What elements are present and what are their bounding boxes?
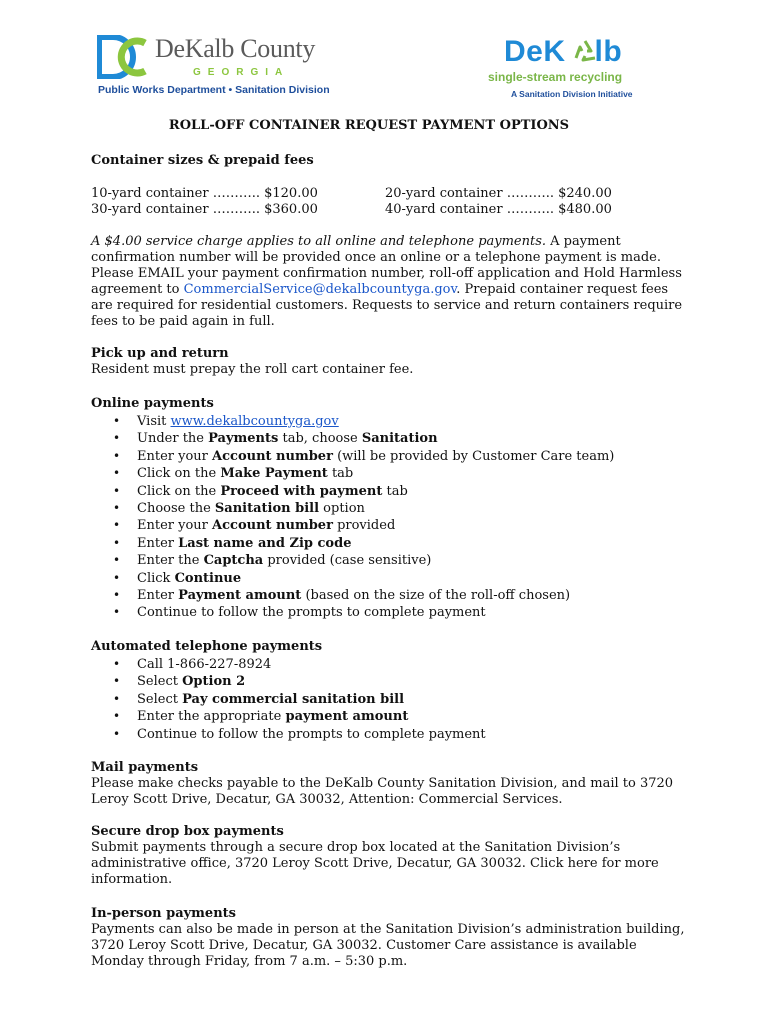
mail-payments-text: Please make checks payable to the DeKalb County Sanitation Division, and mail to 3720 Leroy Scott Drive, Decatur, GA 30032, Attention: Commercial Services.	[91, 776, 674, 807]
recycle-icon	[571, 38, 599, 66]
mail-payments-heading: Mail payments	[91, 760, 199, 775]
dropbox-payments-heading: Secure drop box payments	[91, 824, 284, 839]
dekalb-recycling-logo	[488, 36, 678, 98]
dekalb-county-logo	[97, 33, 337, 97]
step-emphasis: Make Payment	[220, 466, 328, 482]
step-text: Click	[137, 570, 175, 586]
step-text: Enter the appropriate	[137, 709, 286, 725]
online-payment-step	[91, 552, 691, 569]
county-department: Public Works Department • Sanitation Division	[98, 84, 330, 96]
telephone-payment-step	[91, 656, 691, 673]
step-text: Select	[137, 674, 183, 690]
step-emphasis: Continue	[174, 570, 242, 586]
step-text: Enter your	[137, 448, 213, 464]
step-emphasis: Proceed with payment	[220, 483, 383, 499]
step-emphasis: Last name and Zip code	[178, 535, 352, 551]
online-payment-step	[91, 587, 691, 604]
service-charge-paragraph: A $4.00 service charge applies to all online and telephone payments. A payment confirmation number will be provided once an online or a telephone payment is made. Please EMAIL your payment confirmation number, roll-off application and Hold Harmless agreement to CommercialService@dekalbcountyga.gov. Prepaid container request fees are required for residential customers. Requests to service and return containers require fees to be paid again in full.	[91, 234, 683, 329]
online-payment-step	[91, 517, 691, 534]
step-text: option	[319, 501, 365, 517]
fees-column-left	[91, 186, 351, 218]
recycling-brand	[504, 36, 622, 68]
telephone-payment-step	[91, 673, 691, 690]
recycling-tagline: single-stream recycling	[488, 70, 623, 84]
telephone-payments-list	[91, 656, 691, 743]
step-emphasis: Captcha	[203, 553, 264, 569]
step-emphasis: Sanitation bill	[214, 501, 320, 517]
step-emphasis: payment amount	[285, 709, 409, 725]
commercial-service-email[interactable]: CommercialService@dekalbcountyga.gov	[183, 282, 457, 297]
fee-10-yard: 10-yard container ……….. $120.00	[91, 186, 318, 201]
step-text: provided (case sensitive)	[263, 553, 432, 569]
step-emphasis: Payment amount	[178, 588, 302, 604]
step-text: provided	[332, 518, 396, 534]
step-text: Click on the	[137, 483, 221, 499]
step-text: Visit	[137, 414, 171, 429]
pickup-heading: Pick up and return	[91, 346, 229, 361]
step-text: Call 1-866-227-8924	[137, 657, 272, 672]
step-emphasis: Account number	[212, 448, 333, 464]
county-state: GEORGIA	[193, 67, 290, 78]
recycling-brand-left: DeK	[504, 35, 566, 68]
online-payment-step	[91, 413, 691, 430]
online-payment-step	[91, 535, 691, 552]
step-emphasis: Option 2	[182, 674, 246, 690]
step-text: Under the	[137, 431, 209, 447]
online-payment-step	[91, 448, 691, 465]
step-text: (will be provided by Customer Care team)	[332, 448, 615, 464]
telephone-payment-step	[91, 691, 691, 708]
online-payment-step	[91, 430, 691, 447]
step-text: tab, choose	[278, 431, 362, 447]
step-text: Continue to follow the prompts to complete payment	[137, 726, 486, 742]
step-text: Enter the	[137, 553, 204, 569]
step-text: tab	[382, 483, 408, 499]
inperson-payments-heading: In-person payments	[91, 906, 236, 921]
step-text: tab	[327, 466, 354, 482]
step-text: (based on the size of the roll-off chosen)	[301, 588, 571, 604]
telephone-payment-step	[91, 708, 691, 725]
online-payments-heading: Online payments	[91, 396, 214, 411]
dropbox-payments-text: Submit payments through a secure drop box located at the Sanitation Division’s administrative office, 3720 Leroy Scott Drive, Decatur, GA 30032. Click here for more information.	[91, 840, 659, 887]
online-payments-list	[91, 413, 691, 622]
telephone-payments-heading: Automated telephone payments	[91, 639, 323, 654]
step-text: Choose the	[137, 501, 215, 517]
fees-heading: Container sizes & prepaid fees	[91, 153, 314, 168]
telephone-payment-step	[91, 726, 691, 743]
step-text: Enter	[137, 588, 179, 604]
step-text: Enter	[137, 535, 179, 551]
fee-20-yard: 20-yard container ……….. $240.00	[385, 186, 612, 201]
online-payment-step	[91, 570, 691, 587]
online-payment-step	[91, 483, 691, 500]
step-text: Enter your	[137, 518, 213, 534]
website-link[interactable]: www.dekalbcountyga.gov	[170, 414, 339, 429]
service-charge-note: A $4.00 service charge applies to all online and telephone payments.	[91, 234, 547, 249]
county-name: DeKalb County	[155, 34, 316, 63]
online-payment-step	[91, 500, 691, 517]
fee-40-yard: 40-yard container ……….. $480.00	[385, 202, 612, 217]
step-text: Select	[137, 691, 183, 707]
pickup-text: Resident must prepay the roll cart container fee.	[91, 362, 414, 377]
online-payment-step	[91, 604, 691, 621]
step-text: Continue to follow the prompts to complete payment	[137, 605, 486, 621]
fee-30-yard: 30-yard container ……….. $360.00	[91, 202, 318, 217]
dc-monogram-icon	[97, 35, 149, 79]
step-emphasis: Payments	[208, 431, 279, 447]
step-emphasis: Sanitation	[361, 431, 438, 447]
step-emphasis: Account number	[212, 518, 333, 534]
online-payment-step	[91, 465, 691, 482]
fees-column-right	[385, 186, 645, 218]
step-text: Click on the	[137, 466, 221, 482]
step-emphasis: Pay commercial sanitation bill	[182, 691, 405, 707]
recycling-brand-right: lb	[594, 35, 623, 68]
inperson-payments-text: Payments can also be made in person at the Sanitation Division’s administration building, 3720 Leroy Scott Drive, Decatur, GA 30032. Customer Care assistance is available Monday through Friday, from 7 a.m. – 5:30 p.m.	[91, 922, 685, 969]
recycling-subline: A Sanitation Division Initiative	[511, 89, 633, 99]
page-title: ROLL-OFF CONTAINER REQUEST PAYMENT OPTIONS	[168, 118, 570, 133]
